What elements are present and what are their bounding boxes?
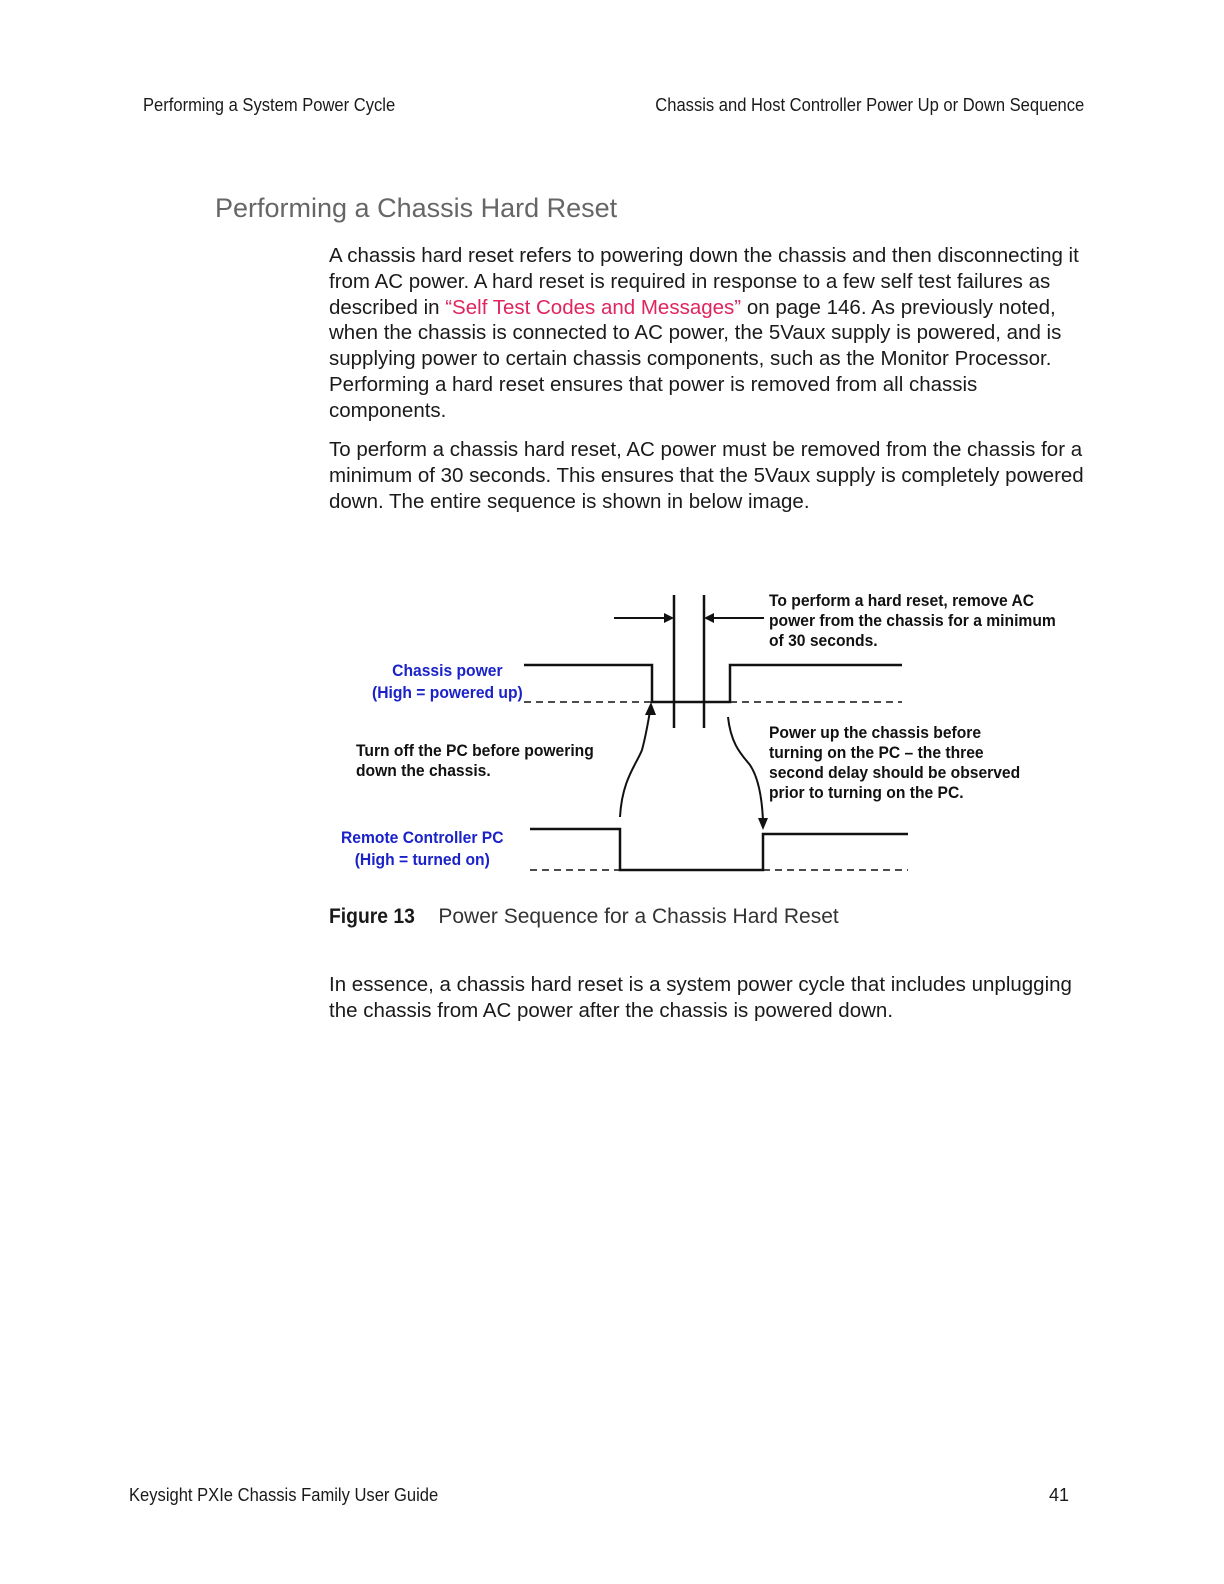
figure-caption	[329, 905, 839, 929]
reset-note-line1: To perform a hard reset, remove AC	[769, 591, 1035, 610]
paragraph-intro-text-a: A chassis hard reset refers to powering down the chassis and then disconnecting it from AC power. A hard reset is required in response to a few self test failures as described in	[329, 244, 1079, 319]
power-up-note-line1: Power up the chassis before	[769, 723, 982, 742]
page-number: 41	[1049, 1485, 1070, 1505]
figure-title: Power Sequence for a Chassis Hard Reset	[438, 905, 839, 928]
chassis-power-waveform	[524, 665, 902, 702]
turn-off-pc-curve	[620, 711, 650, 817]
footer-document-title: Keysight PXIe Chassis Family User Guide	[129, 1485, 439, 1505]
chassis-power-label-line2: (High = powered up)	[372, 683, 523, 702]
running-header-left: Performing a System Power Cycle	[143, 95, 396, 115]
running-header-right: Chassis and Host Controller Power Up or Down Sequence	[655, 95, 1084, 115]
pc-power-label-line1: Remote Controller PC	[341, 828, 504, 847]
pc-power-label	[341, 828, 504, 870]
figure-number: Figure 13	[329, 905, 415, 928]
power-up-arrowhead	[758, 818, 768, 830]
left-arrowhead	[664, 613, 674, 623]
power-up-note-line4: prior to turning on the PC.	[769, 783, 964, 802]
power-up-note-line3: second delay should be observed	[769, 763, 1021, 782]
self-test-codes-link[interactable]: “Self Test Codes and Messages”	[445, 295, 742, 319]
paragraph-intro-text-b: on page 146. As previously noted, when the chassis is connected to AC power, the 5Vaux supply is powered, and is supplying power to certain chassis components, such as the Monitor Processor. Performing a hard reset ensures that power is removed from all chassis components.	[329, 295, 1062, 422]
power-up-note	[769, 723, 1020, 803]
section-title: Performing a Chassis Hard Reset	[215, 193, 618, 223]
reset-note-line3: of 30 seconds.	[769, 631, 878, 650]
pc-power-label-line2: (High = turned on)	[354, 850, 490, 869]
pc-power-waveform	[530, 829, 908, 870]
paragraph-procedure: To perform a chassis hard reset, AC power must be removed from the chassis for a minimum of 30 seconds. This ensures that the 5Vaux supply is completely powered down. The entire sequence is shown in below image.	[329, 438, 1084, 513]
power-up-pc-curve	[728, 717, 763, 821]
right-arrowhead	[704, 613, 714, 623]
paragraph-summary: In essence, a chassis hard reset is a system power cycle that includes unplugging the chassis from AC power after the chassis is powered down.	[329, 973, 1072, 1022]
turn-off-note-line2: down the chassis.	[356, 761, 491, 780]
turn-off-arrowhead	[645, 702, 656, 715]
turn-off-pc-note	[356, 741, 594, 781]
chassis-power-label-line1: Chassis power	[392, 661, 503, 680]
reset-note-line2: power from the chassis for a minimum	[769, 611, 1056, 630]
chassis-power-label	[372, 661, 523, 703]
power-sequence-figure	[330, 585, 1090, 885]
paragraph-intro	[329, 243, 1089, 424]
turn-off-note-line1: Turn off the PC before powering	[356, 741, 594, 760]
reset-duration-note	[769, 591, 1056, 651]
power-up-note-line2: turning on the PC – the three	[769, 743, 984, 762]
